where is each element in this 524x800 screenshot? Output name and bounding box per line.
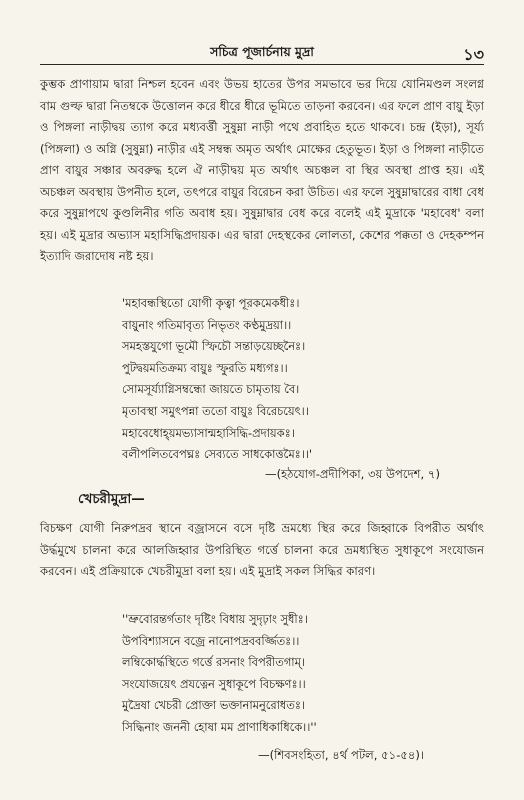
sloka-line: 'মহাবন্ধস্থিতো যোগী কৃত্বা পূরকমেকধীঃ। [122, 296, 300, 310]
khechari-paragraph-text: বিচক্ষণ যোগী নিরুপদ্রব স্থানে বজ্রাসনে বসে দৃষ্টি ভ্রমধ্যে স্থির করে জিহ্বাকে বিপরীত অর্থাৎ উর্দ্ধমুখে চালনা করে আলজিহ্বার উপরিস্থিত গর্ত্তে চালনা করে ভ্রমধ্যস্থিত সুধাকূপে সংযোজন করবেন। এই প্রক্রিয়াকে খেচরীমুদ্রা বলা হয়। এই মুদ্রাই সকল সিদ্ধির কারণ। [40, 521, 484, 578]
khechari-heading: খেচরীমুদ্রা— [78, 491, 145, 507]
sloka-line: উপবিশ্যাসনে বজ্রে নানোপদ্রববর্জ্জিতঃ।। [122, 633, 300, 648]
mahavedha-source-citation: —(হঠযোগ-প্রদীপিকা, ৩য় উপদেশ, ৭) [265, 467, 440, 481]
sloka-line: সিদ্ধিনাং জননী হোষা মম প্রাণাধিকাধিকে।।'' [122, 719, 317, 734]
sloka-line: মৃতাবস্থা সমুৎপন্না ততো বায়ুঃ বিরেচয়েৎ।। [122, 403, 309, 418]
sloka-line: পুটদ্বয়মতিক্রম্য বায়ুঃ স্ফুরতি মধ্যগঃ।। [122, 360, 288, 375]
sloka-line: সোমসূর্য্যাগ্নিসম্বন্ধো জায়তে চামৃতায় বৈ। [122, 382, 300, 397]
sloka-line: ''ভ্রুবোরন্তর্গতাং দৃষ্টিং বিধায় সুদৃঢ়াং সুধীঃ। [122, 612, 308, 626]
header-title: সচিত্র পূজার্চনায় মুদ্রা [210, 44, 314, 59]
sloka-line: মহাবেধোহ্য়মভ্যাসান্মহাসিদ্ধি-প্রদায়কঃ। [122, 425, 295, 440]
khechari-source-citation: —(শিবসংহিতা, ৪র্থ পটল, ৫১-৫৪)। [258, 748, 425, 762]
page-number: ১৩ [463, 45, 484, 64]
sloka-line: মুদ্রৈষা খেচরী প্রোক্তা ভক্তানামনুরোধতঃ। [122, 698, 305, 713]
sloka-line: সমহস্তযুগো ভূমৌ স্ফিচৌ সন্তাড়য়েচ্ছনৈঃ। [122, 339, 306, 354]
sloka-line: বলীপলিতবেপঘ্নঃ সেব্যতে সাধকোত্তমৈঃ।।' [122, 447, 313, 462]
running-header [40, 42, 484, 65]
sloka-line: সংযোজয়েৎ প্রযত্নেন সুধাকূপে বিচক্ষণঃ।। [122, 676, 306, 691]
mahavedha-paragraph [40, 74, 484, 268]
sloka-line: বায়ুনাং গতিমাবৃত্য নিভৃতং কণ্ঠমুদ্রয়া।। [122, 317, 292, 332]
mahavedha-sloka [122, 293, 492, 466]
khechari-paragraph [40, 518, 484, 583]
khechari-sloka [122, 609, 492, 739]
mahavedha-paragraph-text: কুম্ভক প্রাণায়াম দ্বারা নিশ্চল হবেন এবং উভয় হাতের উপর সমভাবে ভর দিয়ে যোনিমণ্ডল সংলগ্ন বাম গুল্ফ দ্বারা নিতম্বকে উত্তোলন করে ধীরে ধীরে ভূমিতে তাড়না করবেন। এর ফলে প্রাণ বায়ু ইড়া ও পিঙ্গলা নাড়ীদ্বয় ত্যাগ করে মধ্যবর্ত্তী সুষুম্না নাড়ী পথে প্রবাহিত হতে থাকবে। চন্দ্র (ইড়া), সূর্য্য (পিঙ্গলা) ও অগ্নি (সুষুম্না) নাড়ীর এই সম্বন্ধ অমৃত অর্থাৎ মোক্ষের হেতুভূত। ইড়া ও পিঙ্গলা নাড়ীতে প্রাণ বায়ুর সঞ্চার অবরুদ্ধ হলে ঐ নাড়ীদ্বয় মৃত অর্থাৎ অচঞ্চল বা স্থির অবস্থা প্রাপ্ত হয়। এই অচঞ্চল অবস্থায় উপনীত হলে, তৎপরে বায়ুর বিরেচন করা উচিত। এর ফলে সুষুম্নাদ্বারের বাধা বেধ করে সুষুম্নাপথে কুণ্ডলিনীর গতি অবাধ হয়। সুষুম্নাদ্বার বেধ করে বলেই এই মুদ্রাকে 'মহাবেধ' বলা হয়। এই মুদ্রার অভ্যাস মহাসিদ্ধিপ্রদায়ক। এর দ্বারা দেহস্থকের লোলতা, কেশের পক্কতা ও দেহকম্পন ইত্যাদি জরাদোষ নষ্ট হয়। [40, 77, 484, 263]
sloka-line: লম্বিকোর্দ্ধস্থিতে গর্ত্তে রসনাং বিপরীতগাম্। [122, 655, 305, 670]
